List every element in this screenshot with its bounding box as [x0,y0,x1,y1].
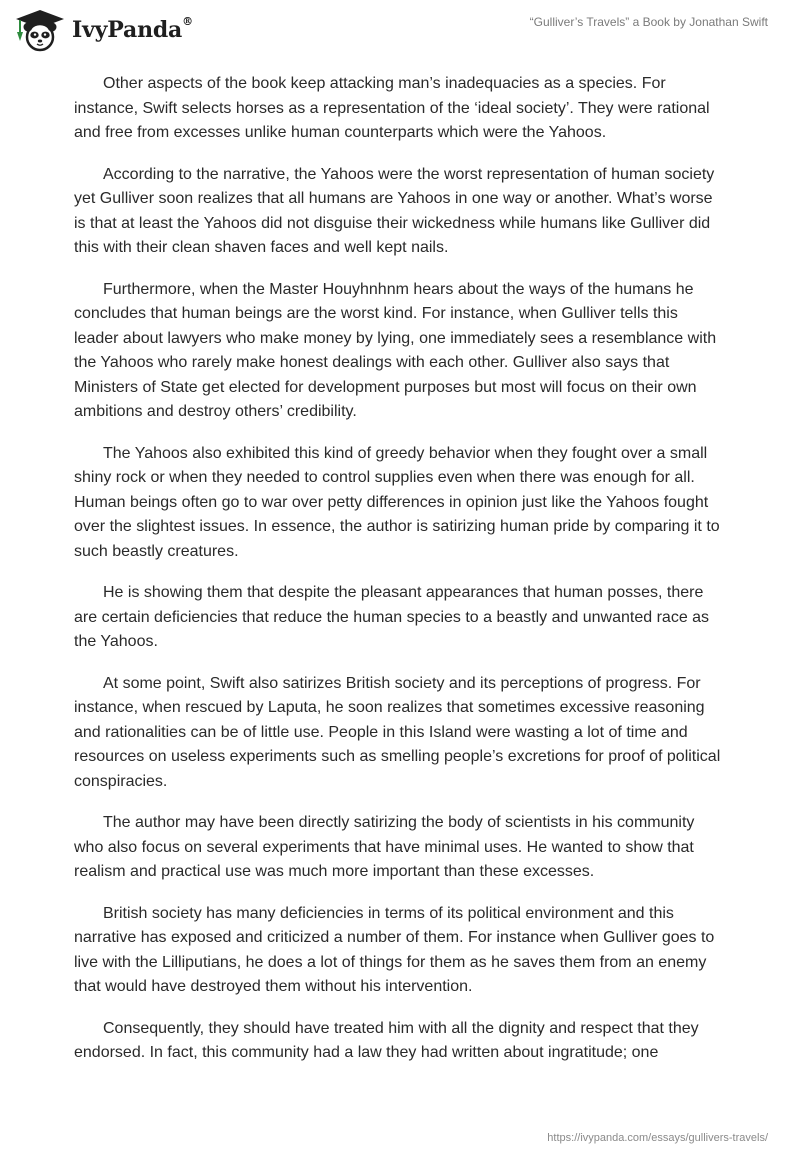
paragraph: He is showing them that despite the pleasant appearances that human posses, there are certain deficiencies that reduce the human species to a beastly and unwanted race as the Yahoos. [74,584,710,650]
paragraph: The author may have been directly satirizing the body of scientists in his community who also focus on several experiments that have minimal uses. He wanted to show that realism and practical use was much more important than these excesses. [74,814,695,880]
ivypanda-logo[interactable] [14,8,193,52]
paragraph: Furthermore, when the Master Houyhnhnm hears about the ways of the humans he concludes that human beings are the worst kind. For instance, when Gulliver tells this leader about lawyers who make money by lying, one immediately sees a resemblance with the Yahoos who rarely make honest dealings with each other. Gulliver also says that Ministers of State get elected for development purposes but most will focus on their own ambitions and destroy others’ credibility. [74,280,717,420]
document-title: “Gulliver’s Travels” a Book by Jonathan Swift [529,15,768,29]
paragraph: At some point, Swift also satirizes British society and its perceptions of progress. For instance, when rescued by Laputa, he soon realizes that sometimes excessive reasoning and rationalities can be of little use. People in this Island were wasting a lot of time and resources on useless experiments such as smelling people’s excretions for proof of political conspiracies. [74,674,721,790]
brand-name [72,17,193,43]
paragraph: Other aspects of the book keep attacking man’s inadequacies as a species. For instance, Swift selects horses as a representation of the ‘ideal society’. They were rational and free from excesses unlike human counterparts which were the Yahoos. [74,75,710,141]
paragraph: The Yahoos also exhibited this kind of greedy behavior when they fought over a small shiny rock or when they needed to control supplies even when there was enough for all. Human beings often go to war over petty differences in opinion just like the Yahoos fought over the slightest issues. In essence, the author is satirizing human pride by comparing it to such beastly creatures. [74,444,720,560]
page-header [0,0,800,60]
trademark-mark: ® [182,15,193,28]
paragraph: Consequently, they should have treated him with all the dignity and respect that they endorsed. In fact, this community had a law they had written about ingratitude; one [74,1019,699,1061]
paragraph: British society has many deficiencies in terms of its political environment and this narrative has exposed and criticized a number of them. For instance when Gulliver goes to live with the Lilliputians, he does a lot of things for them as he saves them from an enemy that would have destroyed them without his intervention. [74,904,715,995]
brand-text: IvyPanda [72,17,183,43]
essay-body [74,72,726,1083]
source-url[interactable]: https://ivypanda.com/essays/gullivers-travels/ [547,1132,768,1144]
paragraph: According to the narrative, the Yahoos were the worst representation of human society yet Gulliver soon realizes that all humans are Yahoos in one way or another. What’s worse is that at least the Yahoos did not disguise their wickedness while humans like Gulliver did this with their clean shaven faces and well kept nails. [74,165,715,256]
panda-graduate-icon [14,8,66,52]
